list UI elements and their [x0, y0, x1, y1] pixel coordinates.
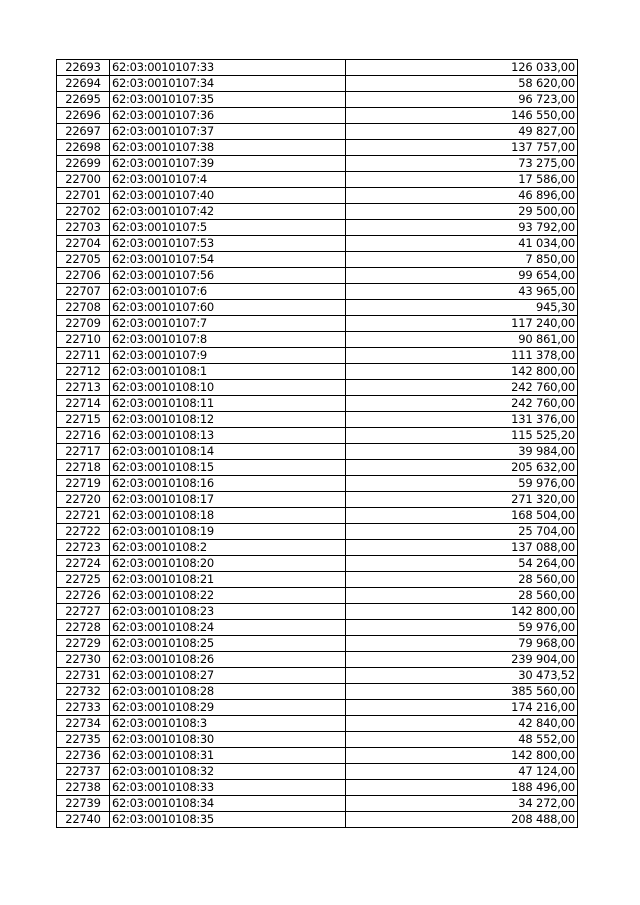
cadastral-number-cell: 62:03:0010107:42 [110, 204, 346, 220]
table-row [57, 236, 578, 252]
cadastral-value-cell: 58 620,00 [346, 76, 578, 92]
cadastral-value-cell: 43 965,00 [346, 284, 578, 300]
row-number-cell: 22709 [57, 316, 110, 332]
row-number-cell: 22734 [57, 716, 110, 732]
cadastral-number-cell: 62:03:0010107:39 [110, 156, 346, 172]
cadastral-number-cell: 62:03:0010108:29 [110, 700, 346, 716]
table-row [57, 780, 578, 796]
cadastral-value-cell: 111 378,00 [346, 348, 578, 364]
cadastral-value-cell: 131 376,00 [346, 412, 578, 428]
row-number-cell: 22693 [57, 60, 110, 76]
cadastral-number-cell: 62:03:0010108:33 [110, 780, 346, 796]
table-row [57, 140, 578, 156]
cadastral-value-cell: 47 124,00 [346, 764, 578, 780]
table-row [57, 252, 578, 268]
table-row [57, 428, 578, 444]
cadastral-number-cell: 62:03:0010108:10 [110, 380, 346, 396]
cadastral-number-cell: 62:03:0010108:27 [110, 668, 346, 684]
cadastral-number-cell: 62:03:0010108:24 [110, 620, 346, 636]
row-number-cell: 22697 [57, 124, 110, 140]
row-number-cell: 22700 [57, 172, 110, 188]
row-number-cell: 22701 [57, 188, 110, 204]
cadastral-value-table [56, 59, 578, 828]
cadastral-number-cell: 62:03:0010108:25 [110, 636, 346, 652]
row-number-cell: 22694 [57, 76, 110, 92]
cadastral-number-cell: 62:03:0010108:26 [110, 652, 346, 668]
row-number-cell: 22698 [57, 140, 110, 156]
cadastral-value-cell: 48 552,00 [346, 732, 578, 748]
cadastral-value-cell: 168 504,00 [346, 508, 578, 524]
cadastral-number-cell: 62:03:0010107:53 [110, 236, 346, 252]
row-number-cell: 22704 [57, 236, 110, 252]
table-row [57, 716, 578, 732]
cadastral-value-cell: 54 264,00 [346, 556, 578, 572]
table-row [57, 396, 578, 412]
cadastral-value-cell: 117 240,00 [346, 316, 578, 332]
cadastral-value-cell: 30 473,52 [346, 668, 578, 684]
cadastral-value-cell: 73 275,00 [346, 156, 578, 172]
table-row [57, 348, 578, 364]
row-number-cell: 22739 [57, 796, 110, 812]
cadastral-value-cell: 59 976,00 [346, 476, 578, 492]
row-number-cell: 22733 [57, 700, 110, 716]
row-number-cell: 22727 [57, 604, 110, 620]
cadastral-value-cell: 41 034,00 [346, 236, 578, 252]
cadastral-number-cell: 62:03:0010108:15 [110, 460, 346, 476]
row-number-cell: 22726 [57, 588, 110, 604]
row-number-cell: 22719 [57, 476, 110, 492]
table-row [57, 316, 578, 332]
cadastral-number-cell: 62:03:0010108:11 [110, 396, 346, 412]
table-row [57, 412, 578, 428]
cadastral-value-cell: 126 033,00 [346, 60, 578, 76]
cadastral-value-cell: 137 757,00 [346, 140, 578, 156]
row-number-cell: 22711 [57, 348, 110, 364]
cadastral-value-cell: 29 500,00 [346, 204, 578, 220]
cadastral-number-cell: 62:03:0010108:31 [110, 748, 346, 764]
table-row [57, 524, 578, 540]
table-row [57, 588, 578, 604]
row-number-cell: 22725 [57, 572, 110, 588]
cadastral-number-cell: 62:03:0010108:23 [110, 604, 346, 620]
cadastral-number-cell: 62:03:0010108:34 [110, 796, 346, 812]
cadastral-value-cell: 28 560,00 [346, 572, 578, 588]
cadastral-value-cell: 49 827,00 [346, 124, 578, 140]
row-number-cell: 22715 [57, 412, 110, 428]
table-row [57, 508, 578, 524]
cadastral-value-cell: 46 896,00 [346, 188, 578, 204]
cadastral-number-cell: 62:03:0010108:30 [110, 732, 346, 748]
table-row [57, 476, 578, 492]
cadastral-value-cell: 174 216,00 [346, 700, 578, 716]
table-row [57, 220, 578, 236]
cadastral-number-cell: 62:03:0010108:1 [110, 364, 346, 380]
cadastral-number-cell: 62:03:0010107:38 [110, 140, 346, 156]
table-row [57, 620, 578, 636]
cadastral-value-cell: 242 760,00 [346, 380, 578, 396]
row-number-cell: 22712 [57, 364, 110, 380]
cadastral-number-cell: 62:03:0010108:12 [110, 412, 346, 428]
table-row [57, 60, 578, 76]
cadastral-value-cell: 142 800,00 [346, 748, 578, 764]
cadastral-number-cell: 62:03:0010107:8 [110, 332, 346, 348]
row-number-cell: 22703 [57, 220, 110, 236]
table-row [57, 188, 578, 204]
cadastral-number-cell: 62:03:0010107:33 [110, 60, 346, 76]
row-number-cell: 22707 [57, 284, 110, 300]
table-row [57, 268, 578, 284]
table-row [57, 156, 578, 172]
cadastral-number-cell: 62:03:0010107:54 [110, 252, 346, 268]
row-number-cell: 22714 [57, 396, 110, 412]
table-row [57, 732, 578, 748]
table-row [57, 364, 578, 380]
cadastral-number-cell: 62:03:0010108:13 [110, 428, 346, 444]
row-number-cell: 22695 [57, 92, 110, 108]
row-number-cell: 22702 [57, 204, 110, 220]
cadastral-value-cell: 96 723,00 [346, 92, 578, 108]
cadastral-number-cell: 62:03:0010107:37 [110, 124, 346, 140]
cadastral-value-cell: 90 861,00 [346, 332, 578, 348]
row-number-cell: 22722 [57, 524, 110, 540]
table-row [57, 204, 578, 220]
cadastral-number-cell: 62:03:0010107:36 [110, 108, 346, 124]
row-number-cell: 22737 [57, 764, 110, 780]
table-row [57, 652, 578, 668]
row-number-cell: 22710 [57, 332, 110, 348]
row-number-cell: 22720 [57, 492, 110, 508]
cadastral-number-cell: 62:03:0010107:60 [110, 300, 346, 316]
cadastral-value-cell: 945,30 [346, 300, 578, 316]
cadastral-value-cell: 59 976,00 [346, 620, 578, 636]
row-number-cell: 22718 [57, 460, 110, 476]
cadastral-number-cell: 62:03:0010107:9 [110, 348, 346, 364]
cadastral-number-cell: 62:03:0010108:32 [110, 764, 346, 780]
table-row [57, 812, 578, 828]
cadastral-value-cell: 17 586,00 [346, 172, 578, 188]
cadastral-value-cell: 25 704,00 [346, 524, 578, 540]
row-number-cell: 22717 [57, 444, 110, 460]
row-number-cell: 22728 [57, 620, 110, 636]
table-row [57, 748, 578, 764]
row-number-cell: 22708 [57, 300, 110, 316]
table-row [57, 796, 578, 812]
cadastral-number-cell: 62:03:0010108:21 [110, 572, 346, 588]
row-number-cell: 22740 [57, 812, 110, 828]
cadastral-value-cell: 239 904,00 [346, 652, 578, 668]
table-row [57, 284, 578, 300]
cadastral-number-cell: 62:03:0010107:40 [110, 188, 346, 204]
cadastral-number-cell: 62:03:0010108:14 [110, 444, 346, 460]
cadastral-value-cell: 79 968,00 [346, 636, 578, 652]
table-row [57, 460, 578, 476]
row-number-cell: 22716 [57, 428, 110, 444]
row-number-cell: 22723 [57, 540, 110, 556]
cadastral-number-cell: 62:03:0010107:35 [110, 92, 346, 108]
cadastral-value-cell: 242 760,00 [346, 396, 578, 412]
cadastral-number-cell: 62:03:0010107:56 [110, 268, 346, 284]
cadastral-value-cell: 39 984,00 [346, 444, 578, 460]
row-number-cell: 22705 [57, 252, 110, 268]
row-number-cell: 22738 [57, 780, 110, 796]
cadastral-number-cell: 62:03:0010107:5 [110, 220, 346, 236]
cadastral-number-cell: 62:03:0010107:7 [110, 316, 346, 332]
table-row [57, 556, 578, 572]
table-row [57, 540, 578, 556]
row-number-cell: 22732 [57, 684, 110, 700]
table-row [57, 684, 578, 700]
cadastral-value-cell: 205 632,00 [346, 460, 578, 476]
table-row [57, 380, 578, 396]
table-row [57, 700, 578, 716]
table-row [57, 492, 578, 508]
row-number-cell: 22713 [57, 380, 110, 396]
cadastral-value-cell: 28 560,00 [346, 588, 578, 604]
table-body [57, 60, 578, 828]
cadastral-value-cell: 137 088,00 [346, 540, 578, 556]
table-row [57, 300, 578, 316]
row-number-cell: 22729 [57, 636, 110, 652]
cadastral-value-cell: 208 488,00 [346, 812, 578, 828]
cadastral-number-cell: 62:03:0010108:22 [110, 588, 346, 604]
row-number-cell: 22696 [57, 108, 110, 124]
cadastral-value-cell: 99 654,00 [346, 268, 578, 284]
cadastral-number-cell: 62:03:0010108:18 [110, 508, 346, 524]
table-row [57, 172, 578, 188]
cadastral-number-cell: 62:03:0010108:35 [110, 812, 346, 828]
table-row [57, 604, 578, 620]
cadastral-value-cell: 142 800,00 [346, 604, 578, 620]
row-number-cell: 22706 [57, 268, 110, 284]
cadastral-value-cell: 271 320,00 [346, 492, 578, 508]
cadastral-value-cell: 115 525,20 [346, 428, 578, 444]
row-number-cell: 22699 [57, 156, 110, 172]
cadastral-number-cell: 62:03:0010107:6 [110, 284, 346, 300]
cadastral-value-cell: 385 560,00 [346, 684, 578, 700]
table-row [57, 124, 578, 140]
table-row [57, 764, 578, 780]
cadastral-value-cell: 7 850,00 [346, 252, 578, 268]
cadastral-number-cell: 62:03:0010108:16 [110, 476, 346, 492]
cadastral-value-cell: 146 550,00 [346, 108, 578, 124]
cadastral-number-cell: 62:03:0010108:19 [110, 524, 346, 540]
cadastral-number-cell: 62:03:0010107:34 [110, 76, 346, 92]
row-number-cell: 22735 [57, 732, 110, 748]
table-row [57, 92, 578, 108]
row-number-cell: 22724 [57, 556, 110, 572]
table-row [57, 444, 578, 460]
cadastral-number-cell: 62:03:0010108:2 [110, 540, 346, 556]
table-row [57, 76, 578, 92]
table-row [57, 668, 578, 684]
cadastral-number-cell: 62:03:0010108:17 [110, 492, 346, 508]
cadastral-value-cell: 42 840,00 [346, 716, 578, 732]
cadastral-number-cell: 62:03:0010107:4 [110, 172, 346, 188]
cadastral-number-cell: 62:03:0010108:20 [110, 556, 346, 572]
table-row [57, 572, 578, 588]
table-row [57, 636, 578, 652]
cadastral-value-cell: 188 496,00 [346, 780, 578, 796]
cadastral-value-cell: 34 272,00 [346, 796, 578, 812]
row-number-cell: 22721 [57, 508, 110, 524]
row-number-cell: 22731 [57, 668, 110, 684]
table-row [57, 108, 578, 124]
cadastral-number-cell: 62:03:0010108:3 [110, 716, 346, 732]
table-row [57, 332, 578, 348]
row-number-cell: 22736 [57, 748, 110, 764]
cadastral-value-cell: 142 800,00 [346, 364, 578, 380]
cadastral-value-cell: 93 792,00 [346, 220, 578, 236]
cadastral-number-cell: 62:03:0010108:28 [110, 684, 346, 700]
row-number-cell: 22730 [57, 652, 110, 668]
